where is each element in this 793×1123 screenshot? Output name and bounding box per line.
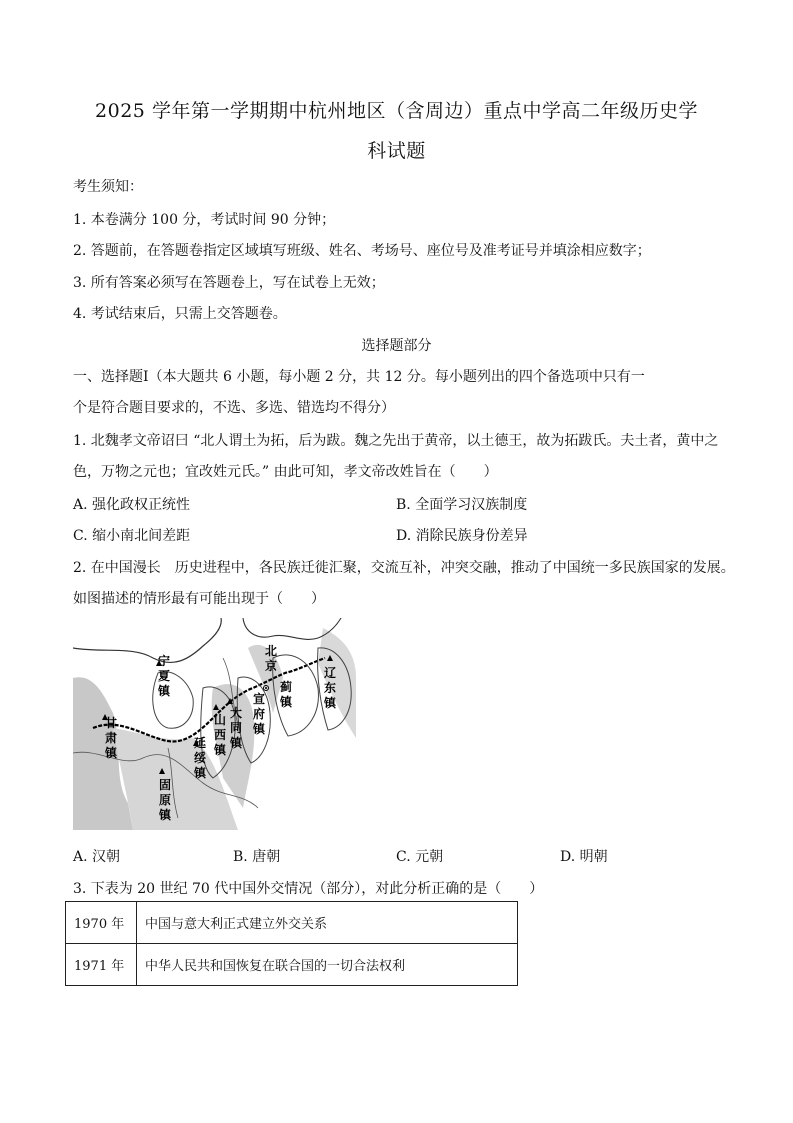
question-3-stem: 3. 下表为 20 世纪 70 代中国外交情况（部分），对此分析正确的是（ ） bbox=[73, 881, 544, 897]
q1-option-b[interactable]: B. 全面学习汉族制度 bbox=[396, 497, 528, 513]
ming-garrison-map bbox=[73, 618, 356, 830]
question-2-stem: 如图描述的情形最有可能出现于（ ） bbox=[73, 591, 325, 607]
q1-option-d[interactable]: D. 消除民族身份差异 bbox=[396, 528, 528, 544]
exam-title-line1: 2025 学年第一学期期中杭州地区（含周边）重点中学高二年级历史学 bbox=[95, 100, 698, 122]
map-label-liaodong: 辽东镇 bbox=[323, 666, 336, 710]
section-heading: 选择题部分 bbox=[361, 338, 432, 354]
section-instruction: 个是符合题目要求的，不选、多选、错选均不得分） bbox=[73, 400, 395, 416]
table-row bbox=[66, 902, 518, 944]
q1-option-c[interactable]: C. 缩小南北间差距 bbox=[73, 528, 191, 544]
table-cell-year: 1971 年 bbox=[66, 944, 137, 986]
table-row bbox=[66, 944, 518, 986]
q2-option-a[interactable]: A. 汉朝 bbox=[73, 849, 121, 865]
exam-title-line2: 科试题 bbox=[367, 140, 426, 162]
map-label-yansui: 延绥镇 bbox=[193, 736, 206, 780]
notice-heading: 考生须知： bbox=[73, 179, 143, 195]
notice-item: 1. 本卷满分 100 分，考试时间 90 分钟； bbox=[73, 212, 336, 228]
question-1-stem: 1. 北魏孝文帝诏曰 “北人谓土为拓，后为跋。魏之先出于黄帝，以土德王，故为拓跋氏。夫土者，黄中之 bbox=[73, 433, 719, 449]
map-label-guyuan: 固原镇 bbox=[158, 778, 171, 822]
map-label-shanxi: 山西镇 bbox=[213, 713, 226, 757]
notice-item: 4. 考试结束后，只需上交答题卷。 bbox=[73, 306, 287, 322]
notice-item: 3. 所有答案必须写在答题卷上，写在试卷上无效； bbox=[73, 275, 385, 291]
section-instruction: 一、选择题Ⅰ（本大题共 6 小题，每小题 2 分，共 12 分。每小题列出的四个备选项中只有一 bbox=[73, 369, 645, 385]
map-label-ji: 蓟镇 bbox=[279, 680, 292, 709]
table-cell-year: 1970 年 bbox=[66, 902, 137, 944]
q1-option-a[interactable]: A. 强化政权正统性 bbox=[73, 497, 191, 513]
question-1-stem: 色，万物之元也；宜改姓元氏。” 由此可知，孝文帝改姓旨在（ ） bbox=[73, 464, 498, 480]
map-label-ningxia: 宁夏镇 bbox=[157, 654, 170, 698]
q2-option-b[interactable]: B. 唐朝 bbox=[233, 849, 281, 865]
table-cell-event: 中华人民共和国恢复在联合国的一切合法权利 bbox=[137, 944, 518, 986]
q2-option-d[interactable]: D. 明朝 bbox=[560, 849, 608, 865]
table-cell-event: 中国与意大利正式建立外交关系 bbox=[137, 902, 518, 944]
diplomacy-table bbox=[65, 901, 518, 986]
map-label-gansu: 甘肃镇 bbox=[104, 716, 117, 760]
notice-item: 2. 答题前，在答题卷指定区域填写班级、姓名、考场号、座位号及准考证号并填涂相应数字； bbox=[73, 243, 651, 259]
question-2-stem: 2. 在中国漫长 历史进程中，各民族迁徙汇聚，交流互补，冲突交融，推动了中国统一多民族国家的发展。 bbox=[73, 560, 735, 576]
map-label-datong: 大同镇 bbox=[229, 706, 242, 750]
map-label-xuanfu: 宣府镇 bbox=[252, 692, 265, 736]
q2-option-c[interactable]: C. 元朝 bbox=[396, 849, 444, 865]
map-label-beijing: 北京 bbox=[264, 644, 277, 673]
